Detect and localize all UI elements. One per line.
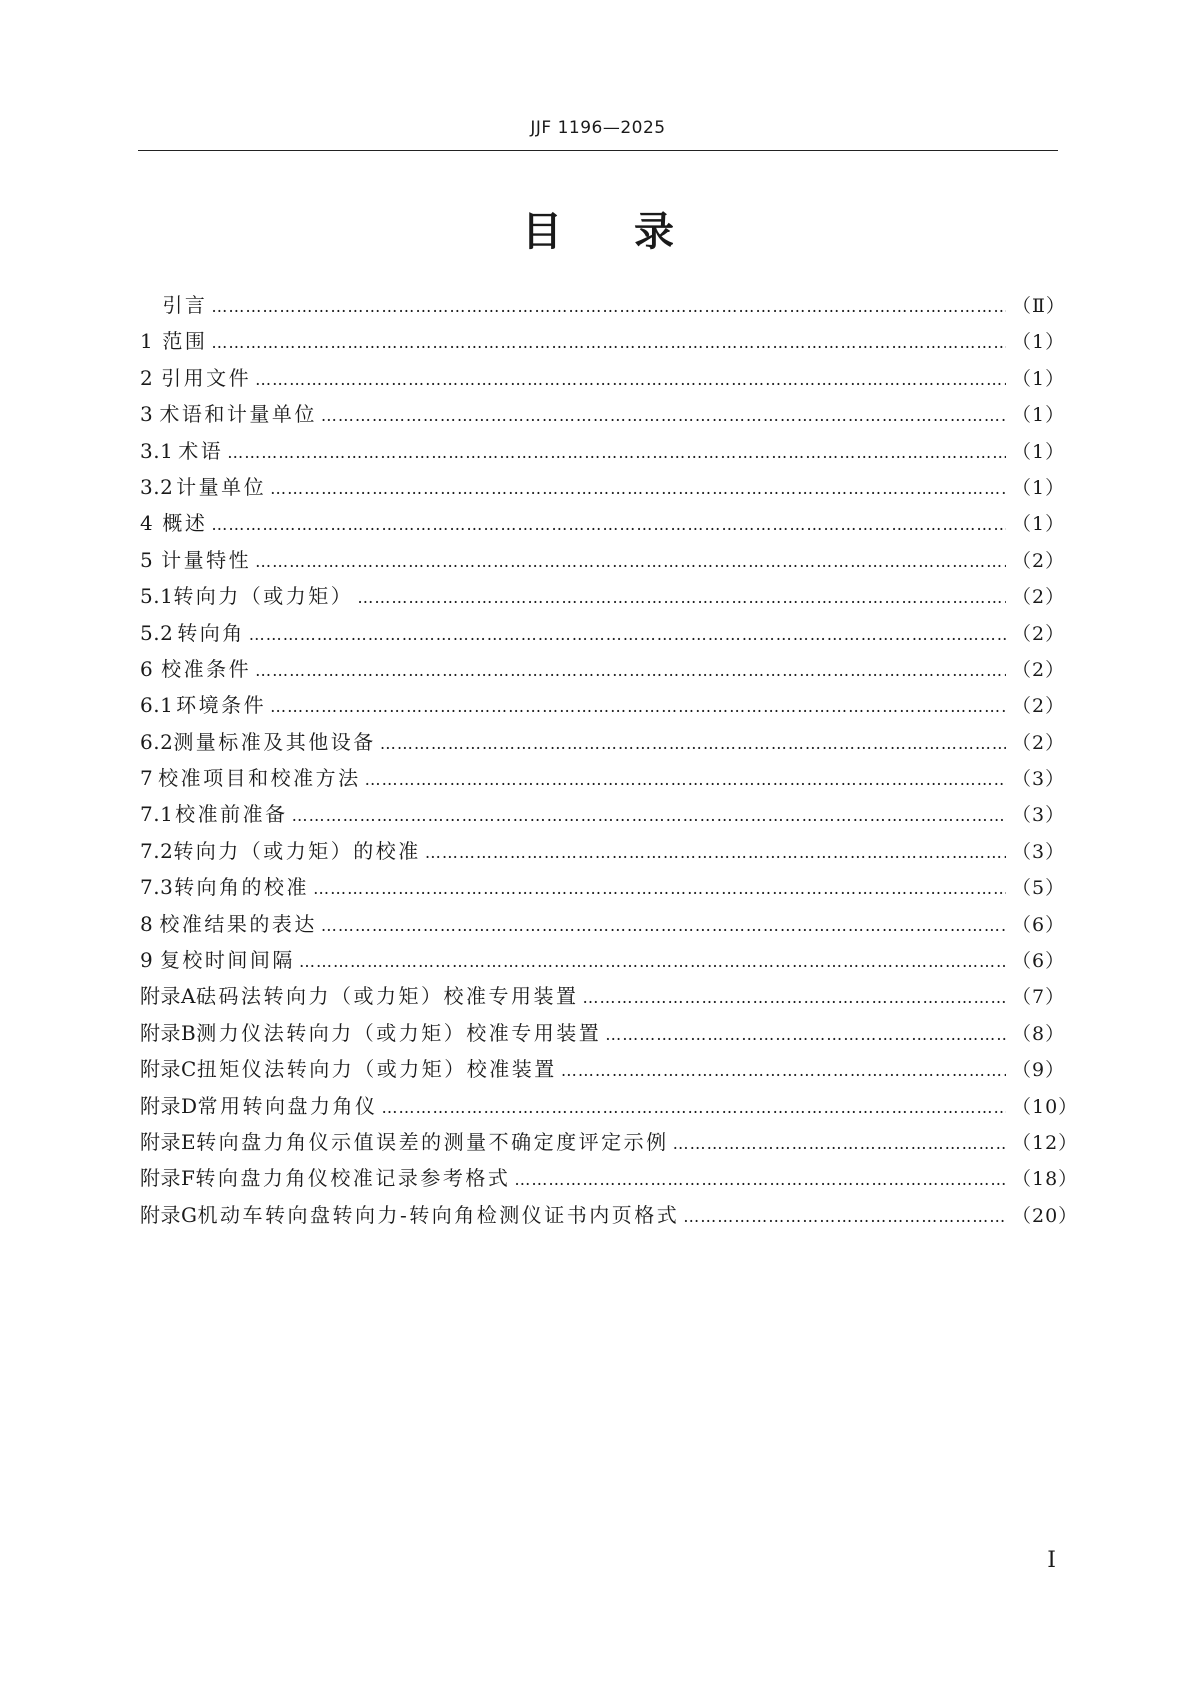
toc-entry[interactable] [140, 908, 1066, 944]
toc-entry-number: 附录G [140, 1202, 198, 1227]
toc-entry-number: 7.2 [140, 838, 174, 863]
toc-entry-page: （5） [1012, 877, 1066, 900]
toc-entry-number: 1 [140, 329, 154, 354]
toc-entry-label: 转向力（或力矩）的校准 [173, 838, 421, 863]
toc-entry[interactable] [140, 1162, 1079, 1198]
toc-entry-number: 5.2 [140, 620, 174, 645]
toc-leader-dots [270, 479, 1006, 498]
toc-entry-number: 5 [140, 547, 154, 572]
toc-entry-page: （1） [1012, 331, 1066, 354]
toc-entry-number: 7.3 [140, 875, 174, 900]
toc-entry-label: 范围 [162, 329, 208, 354]
toc-leader-dots [425, 843, 1006, 862]
toc-leader-dots [605, 1025, 1006, 1044]
toc-entry-page: （2） [1012, 731, 1066, 754]
toc-leader-dots [299, 952, 1006, 971]
toc-entry-number: 6.1 [140, 693, 174, 718]
toc-entry-label: 转向盘力角仪示值误差的测量不确定度评定示例 [196, 1129, 669, 1154]
toc-leader-dots [365, 770, 1006, 789]
toc-entry[interactable] [140, 289, 1066, 325]
toc-entry-page: （2） [1012, 658, 1066, 681]
toc-entry-number: 3.1 [140, 438, 174, 463]
toc-leader-dots [227, 443, 1006, 462]
toc-leader-dots [249, 625, 1006, 644]
toc-entry[interactable] [140, 1090, 1079, 1126]
document-header: JJF 1196—2025 [530, 118, 666, 138]
toc-entry[interactable] [140, 507, 1066, 543]
toc-entry-label: 常用转向盘力角仪 [197, 1093, 378, 1118]
toc-leader-dots [211, 333, 1006, 352]
toc-entry-label: 校准前准备 [175, 802, 288, 827]
toc-leader-dots [292, 806, 1006, 825]
toc-entry-page: （2） [1012, 695, 1066, 718]
toc-leader-dots [561, 1061, 1006, 1080]
toc-entry-label: 转向力（或力矩） [173, 584, 354, 609]
toc-entry-number: 2 [140, 365, 154, 390]
toc-entry-label: 扭矩仪法转向力（或力矩）校准装置 [196, 1057, 557, 1082]
toc-leader-dots [321, 406, 1006, 425]
page-title: 目录 [522, 209, 746, 255]
toc-leader-dots [380, 734, 1006, 753]
toc-entry-label: 计量单位 [176, 474, 267, 499]
toc-leader-dots [683, 1207, 1006, 1226]
toc-entry[interactable] [140, 835, 1066, 871]
toc-entry[interactable] [140, 362, 1066, 398]
toc-entry-page: （10） [1012, 1095, 1079, 1118]
toc-entry-number: 附录B [140, 1020, 197, 1045]
toc-entry-page: （1） [1012, 440, 1066, 463]
toc-entry-number: 附录E [140, 1129, 197, 1154]
toc-entry[interactable] [140, 798, 1066, 834]
toc-entry[interactable] [140, 1126, 1079, 1162]
toc-entry-page: （3） [1012, 804, 1066, 827]
toc-leader-dots [211, 297, 1006, 316]
toc-entry-number: 8 [140, 911, 154, 936]
toc-entry-label: 校准条件 [161, 656, 252, 681]
toc-leader-dots [211, 515, 1006, 534]
toc-entry[interactable] [140, 580, 1066, 616]
toc-entry-label: 环境条件 [176, 693, 267, 718]
toc-entry-number: 3.2 [140, 474, 174, 499]
toc-entry[interactable] [140, 871, 1066, 907]
toc-entry[interactable] [140, 1053, 1066, 1089]
toc-entry-label: 测量标准及其他设备 [173, 729, 376, 754]
toc-entry[interactable] [140, 944, 1066, 980]
toc-entry-label: 转向盘力角仪校准记录参考格式 [195, 1166, 511, 1191]
toc-entry-label: 引用文件 [161, 365, 252, 390]
toc-entry[interactable] [140, 1199, 1079, 1235]
toc-entry[interactable] [140, 726, 1066, 762]
toc-entry-label: 测力仪法转向力（或力矩）校准专用装置 [196, 1020, 602, 1045]
toc-entry-label: 转向角的校准 [174, 875, 310, 900]
toc-leader-dots [255, 661, 1006, 680]
toc-entry[interactable] [140, 1017, 1066, 1053]
toc-entry-page: （20） [1012, 1204, 1079, 1227]
toc-entry[interactable] [140, 325, 1066, 361]
toc-leader-dots [673, 1134, 1006, 1153]
toc-entry[interactable] [140, 617, 1066, 653]
toc-leader-dots [582, 988, 1006, 1007]
toc-entry[interactable] [140, 980, 1066, 1016]
toc-entry-page: （8） [1012, 1022, 1066, 1045]
toc-entry-label: 校准结果的表达 [159, 911, 317, 936]
header-divider [138, 150, 1058, 151]
toc-entry[interactable] [140, 653, 1066, 689]
toc-entry-label: 计量特性 [161, 547, 252, 572]
toc-entry-page: （12） [1012, 1131, 1079, 1154]
toc-entry-number: 附录D [140, 1093, 198, 1118]
toc-entry-page: （7） [1012, 986, 1066, 1009]
toc-entry-label: 引言 [162, 293, 208, 317]
toc-entry-page: （1） [1012, 404, 1066, 427]
toc-entry-page: （1） [1012, 367, 1066, 390]
toc-leader-dots [313, 879, 1006, 898]
toc-entry-page: （18） [1012, 1168, 1079, 1191]
toc-entry[interactable] [140, 398, 1066, 434]
toc-entry-label: 术语 [178, 438, 224, 463]
toc-entry-number: 4 [140, 511, 154, 536]
toc-leader-dots [321, 916, 1006, 935]
toc-entry[interactable] [140, 544, 1066, 580]
toc-entry-page: （2） [1012, 549, 1066, 572]
toc-entry-page: （1） [1012, 476, 1066, 499]
toc-entry-number: 7.1 [140, 802, 174, 827]
toc-entry-page: （3） [1012, 840, 1066, 863]
toc-entry-label: 复校时间间隔 [159, 948, 295, 973]
toc-entry[interactable] [140, 471, 1066, 507]
toc-entry-label: 转向角 [177, 620, 245, 645]
toc-entry-page: （Ⅱ） [1012, 295, 1066, 317]
toc-entry-label: 砝码法转向力（或力矩）校准专用装置 [195, 984, 579, 1009]
toc-entry-number: 附录A [140, 984, 196, 1009]
toc-leader-dots [357, 588, 1006, 607]
toc-entry-page: （9） [1012, 1059, 1066, 1082]
toc-leader-dots [514, 1170, 1006, 1189]
toc-entry-page: （6） [1012, 950, 1066, 973]
toc-entry-label: 术语和计量单位 [159, 402, 317, 427]
toc-entry-number: 附录F [140, 1166, 196, 1191]
toc-entry-number: 附录C [140, 1057, 197, 1082]
toc-entry-number: 6 [140, 656, 154, 681]
toc-entry-label: 机动车转向盘转向力-转向角检测仪证书内页格式 [197, 1202, 680, 1227]
toc-entry[interactable] [140, 689, 1066, 725]
table-of-contents [140, 289, 1079, 1235]
toc-entry-number: 7 [140, 766, 154, 791]
toc-entry-page: （2） [1012, 586, 1066, 609]
toc-entry-page: （3） [1012, 768, 1066, 791]
toc-leader-dots [255, 552, 1006, 571]
toc-leader-dots [382, 1098, 1006, 1117]
toc-entry-number: 3 [140, 402, 154, 427]
toc-entry-number: 5.1 [140, 584, 174, 609]
toc-entry[interactable] [140, 435, 1066, 471]
toc-entry[interactable] [140, 762, 1066, 798]
toc-entry-label: 概述 [162, 511, 208, 536]
toc-entry-number: 9 [140, 948, 154, 973]
toc-entry-label: 校准项目和校准方法 [158, 766, 361, 791]
toc-leader-dots [270, 697, 1006, 716]
toc-entry-page: （2） [1012, 622, 1066, 645]
toc-entry-page: （1） [1012, 513, 1066, 536]
page-number: Ⅰ [1047, 1548, 1056, 1573]
toc-entry-number: 6.2 [140, 729, 174, 754]
toc-leader-dots [255, 370, 1006, 389]
toc-entry-page: （6） [1012, 913, 1066, 936]
